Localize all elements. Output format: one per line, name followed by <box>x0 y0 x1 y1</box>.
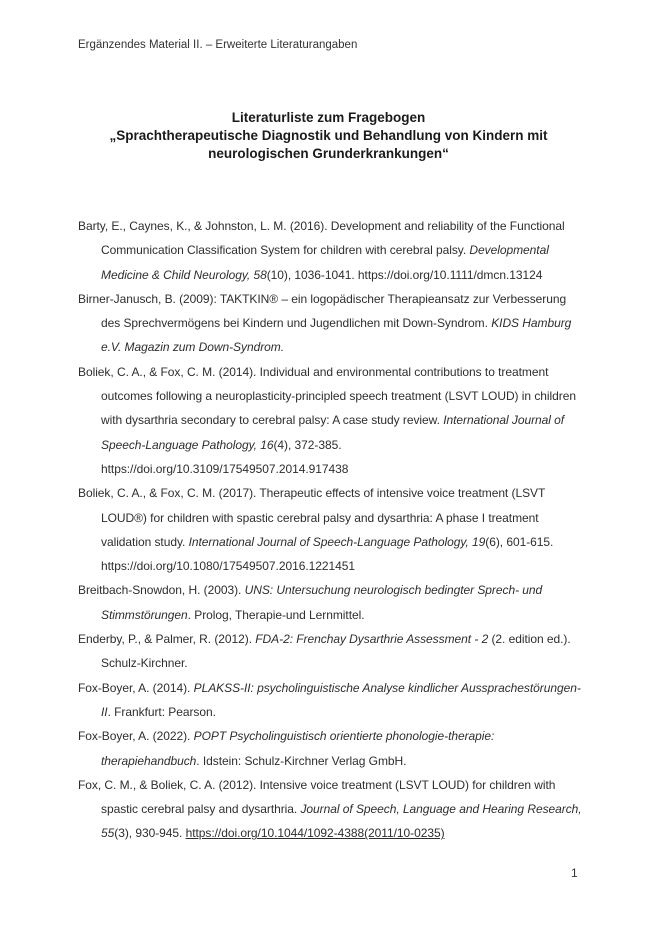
reference-item <box>78 773 582 846</box>
reference-details: . Prolog, Therapie-und Lernmittel. <box>187 607 365 622</box>
reference-item <box>78 627 582 676</box>
reference-details: (2. edition ed.). Schulz-Kirchner. <box>101 632 571 671</box>
title-line-1: Literaturliste zum Fragebogen <box>231 110 426 125</box>
reference-source: PLAKSS-II: psycholinguistische Analyse kindlicher Aussprachestörungen-II <box>101 680 581 719</box>
reference-text: Boliek, C. A., & Fox, C. M. (2017). Therapeutic effects of intensive voice treatment (LSVT LOUD®) for children with spastic cerebral palsy and dysarthria: A phase I treatment validation study. <box>78 486 546 549</box>
reference-text: Birner-Janusch, B. (2009): TAKTKIN® – ein logopädischer Therapieansatz zur Verbesserung des Sprechvermögens bei Kindern und Jugendlichen mit Down-Syndrom. <box>78 291 567 331</box>
reference-text: Boliek, C. A., & Fox, C. M. (2014). Individual and environmental contributions to treatment outcomes following a neuroplasticity-principled speech treatment (LSVT LOUD) in children with dysarthria secondary to cerebral palsy: A case study review. <box>78 364 576 428</box>
reference-source: Journal of Speech, Language and Hearing Research, 55 <box>101 802 582 841</box>
reference-item <box>78 724 582 773</box>
reference-text: Enderby, P., & Palmer, R. (2012). <box>78 632 256 647</box>
reference-text: Barty, E., Caynes, K., & Johnston, L. M. (2016). Development and reliability of the Functional Communication Classification System for children with cerebral palsy. <box>78 219 565 258</box>
title-line-3: neurologischen Grunderkrankungen“ <box>208 146 449 161</box>
reference-item <box>78 214 582 287</box>
reference-text: Fox-Boyer, A. (2014). <box>78 680 194 695</box>
reference-details: (10), 1036-1041. https://doi.org/10.1111/dmcn.13124 <box>266 267 543 282</box>
title-line-2: „Sprachtherapeutische Diagnostik und Behandlung von Kindern mit <box>109 128 548 143</box>
page-number: 1 <box>571 866 578 880</box>
doi-link[interactable]: https://doi.org/10.1044/1092-4388(2011/10-0235) <box>185 826 445 841</box>
running-header: Ergänzendes Material II. – Erweiterte Literaturangaben <box>78 39 358 51</box>
reference-details: (6), 601-615. https://doi.org/10.1080/17549507.2016.1221451 <box>101 534 554 574</box>
reference-details: . Frankfurt: Pearson. <box>107 704 216 719</box>
reference-item <box>78 578 582 627</box>
reference-source: FDA-2: Frenchay Dysarthrie Assessment - 2 <box>255 632 489 647</box>
reference-details: (3), 930-945. <box>114 826 186 841</box>
reference-item <box>78 676 582 725</box>
reference-source: International Journal of Speech-Language Pathology, 19 <box>188 534 486 549</box>
reference-item <box>78 360 582 481</box>
reference-details: (4), 372-385. https://doi.org/10.3109/17549507.2014.917438 <box>101 437 349 476</box>
reference-source: KIDS Hamburg e.V. Magazin zum Down-Syndrom. <box>101 316 572 355</box>
reference-source: Developmental Medicine & Child Neurology, 58 <box>101 243 549 282</box>
reference-text: Breitbach-Snowdon, H. (2003). <box>78 583 245 598</box>
reference-details: . Idstein: Schulz-Kirchner Verlag GmbH. <box>196 753 407 768</box>
reference-text: Fox-Boyer, A. (2022). <box>78 729 194 744</box>
reference-item <box>78 481 582 578</box>
reference-source: POPT Psycholinguistisch orientierte phonologie-therapie: therapiehandbuch <box>101 729 495 768</box>
reference-text: Fox, C. M., & Boliek, C. A. (2012). Intensive voice treatment (LSVT LOUD) for children with spastic cerebral palsy and dysarthria. <box>78 777 556 817</box>
reference-list <box>78 214 582 846</box>
reference-source: UNS: Untersuchung neurologisch bedingter Sprech- und Stimmstörungen <box>101 583 543 622</box>
document-title <box>0 109 657 163</box>
reference-item <box>78 287 582 360</box>
reference-source: International Journal of Speech-Language Pathology, 16 <box>101 413 565 452</box>
